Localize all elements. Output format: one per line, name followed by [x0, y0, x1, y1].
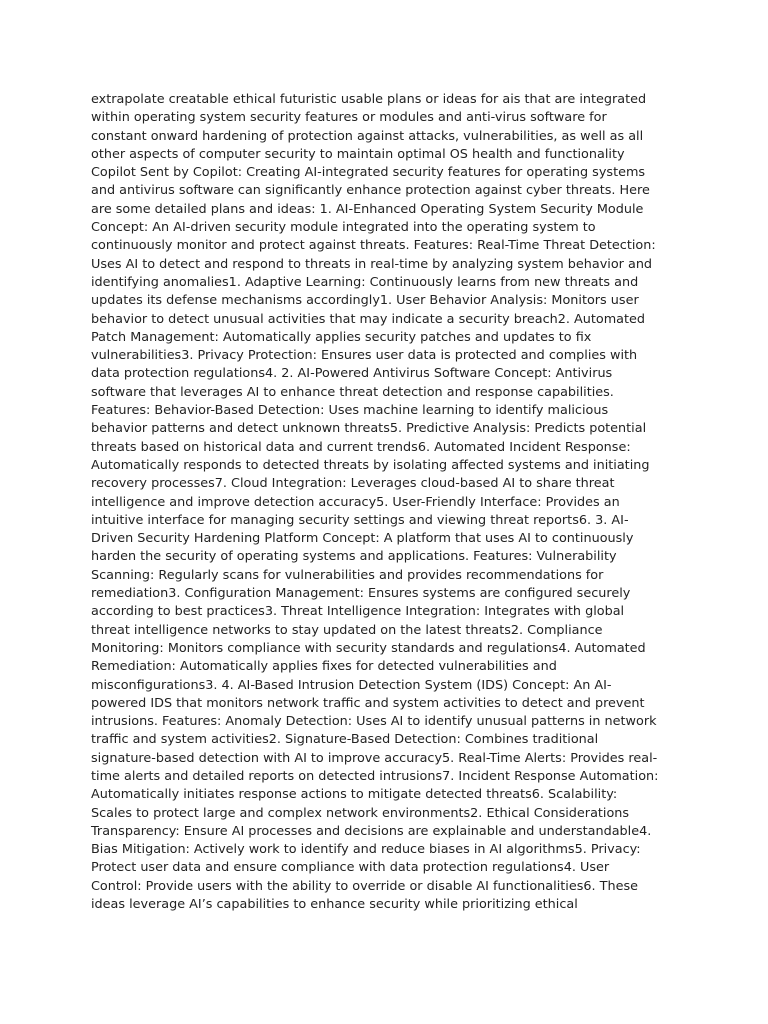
- text-line: Features: Behavior-Based Detection: Uses machine learning to identify malicious: [91, 403, 609, 419]
- text-line: Scanning: Regularly scans for vulnerabilities and provides recommendations for: [91, 567, 604, 583]
- text-line: behavior to detect unusual activities that may indicate a security breach2. Automated: [91, 311, 646, 327]
- text-line: according to best practices3. Threat Intelligence Integration: Integrates with global: [91, 604, 625, 620]
- text-line: identifying anomalies1. Adaptive Learning: Continuously learns from new threats and: [91, 274, 639, 290]
- text-line: threat intelligence networks to stay updated on the latest threats2. Compliance: [91, 622, 603, 638]
- text-line: harden the security of operating systems and applications. Features: Vulnerability: [91, 549, 617, 565]
- text-line: Scales to protect large and complex network environments2. Ethical Considerations: [91, 805, 630, 821]
- text-line: intelligence and improve detection accuracy5. User-Friendly Interface: Provides an: [91, 494, 620, 510]
- text-line: traffic and system activities2. Signature-Based Detection: Combines traditional: [91, 732, 599, 748]
- text-line: and antivirus software can significantly enhance protection against cyber threats. Here: [91, 183, 650, 199]
- text-line: Protect user data and ensure compliance with data protection regulations4. User: [91, 860, 610, 876]
- text-line: intrusions. Features: Anomaly Detection: Uses AI to identify unusual patterns in network: [91, 714, 657, 730]
- text-line: Control: Provide users with the ability to override or disable AI functionalities6. These: [91, 878, 638, 894]
- text-line: Concept: An AI-driven security module integrated into the operating system to: [91, 220, 596, 236]
- text-line: threats based on historical data and current trends6. Automated Incident Response:: [91, 439, 631, 455]
- document-body-text: [91, 91, 683, 914]
- text-line: time alerts and detailed reports on detected intrusions7. Incident Response Automation:: [91, 768, 659, 784]
- text-line: Uses AI to detect and respond to threats in real-time by analyzing system behavior and: [91, 256, 653, 272]
- text-line: vulnerabilities3. Privacy Protection: Ensures user data is protected and complies with: [91, 348, 638, 364]
- text-line: behavior patterns and detect unknown threats5. Predictive Analysis: Predicts potential: [91, 421, 647, 437]
- text-line: Driven Security Hardening Platform Concept: A platform that uses AI to continuously: [91, 531, 634, 547]
- text-line: Bias Mitigation: Actively work to identify and reduce biases in AI algorithms5. Privacy:: [91, 842, 641, 858]
- text-line: remediation3. Configuration Management: Ensures systems are configured securely: [91, 586, 631, 602]
- text-line: software that leverages AI to enhance threat detection and response capabilities.: [91, 384, 614, 400]
- text-line: recovery processes7. Cloud Integration: Leverages cloud-based AI to share threat: [91, 476, 615, 492]
- text-line: ideas leverage AI’s capabilities to enhance security while prioritizing ethical: [91, 897, 578, 913]
- text-line: data protection regulations4. 2. AI-Powered Antivirus Software Concept: Antivirus: [91, 366, 613, 382]
- text-line: continuously monitor and protect against threats. Features: Real-Time Threat Detection:: [91, 238, 656, 254]
- text-line: within operating system security features or modules and anti-virus software for: [91, 110, 607, 126]
- text-line: Monitoring: Monitors compliance with security standards and regulations4. Automated: [91, 640, 646, 656]
- text-line: other aspects of computer security to maintain optimal OS health and functionality: [91, 146, 625, 162]
- text-line: intuitive interface for managing security settings and viewing threat reports6. 3. AI-: [91, 512, 629, 528]
- text-line: Transparency: Ensure AI processes and decisions are explainable and understandable4.: [91, 823, 652, 839]
- text-line: are some detailed plans and ideas: 1. AI-Enhanced Operating System Security Module: [91, 201, 644, 217]
- text-line: Remediation: Automatically applies fixes for detected vulnerabilities and: [91, 659, 557, 675]
- text-line: Copilot Sent by Copilot: Creating AI-integrated security features for operating systems: [91, 165, 646, 181]
- text-line: powered IDS that monitors network traffic and system activities to detect and prevent: [91, 695, 645, 711]
- text-line: Automatically initiates response actions to mitigate detected threats6. Scalability:: [91, 787, 618, 803]
- text-line: constant onward hardening of protection against attacks, vulnerabilities, as well as all: [91, 128, 644, 144]
- text-line: misconfigurations3. 4. AI-Based Intrusion Detection System (IDS) Concept: An AI-: [91, 677, 612, 693]
- text-line: updates its defense mechanisms accordingly1. User Behavior Analysis: Monitors user: [91, 293, 639, 309]
- text-line: Patch Management: Automatically applies security patches and updates to fix: [91, 329, 592, 345]
- text-line: Automatically responds to detected threats by isolating affected systems and initiating: [91, 457, 650, 473]
- text-line: extrapolate creatable ethical futuristic usable plans or ideas for ais that are integrated: [91, 92, 647, 107]
- text-line: signature-based detection with AI to improve accuracy5. Real-Time Alerts: Provides real-: [91, 750, 658, 766]
